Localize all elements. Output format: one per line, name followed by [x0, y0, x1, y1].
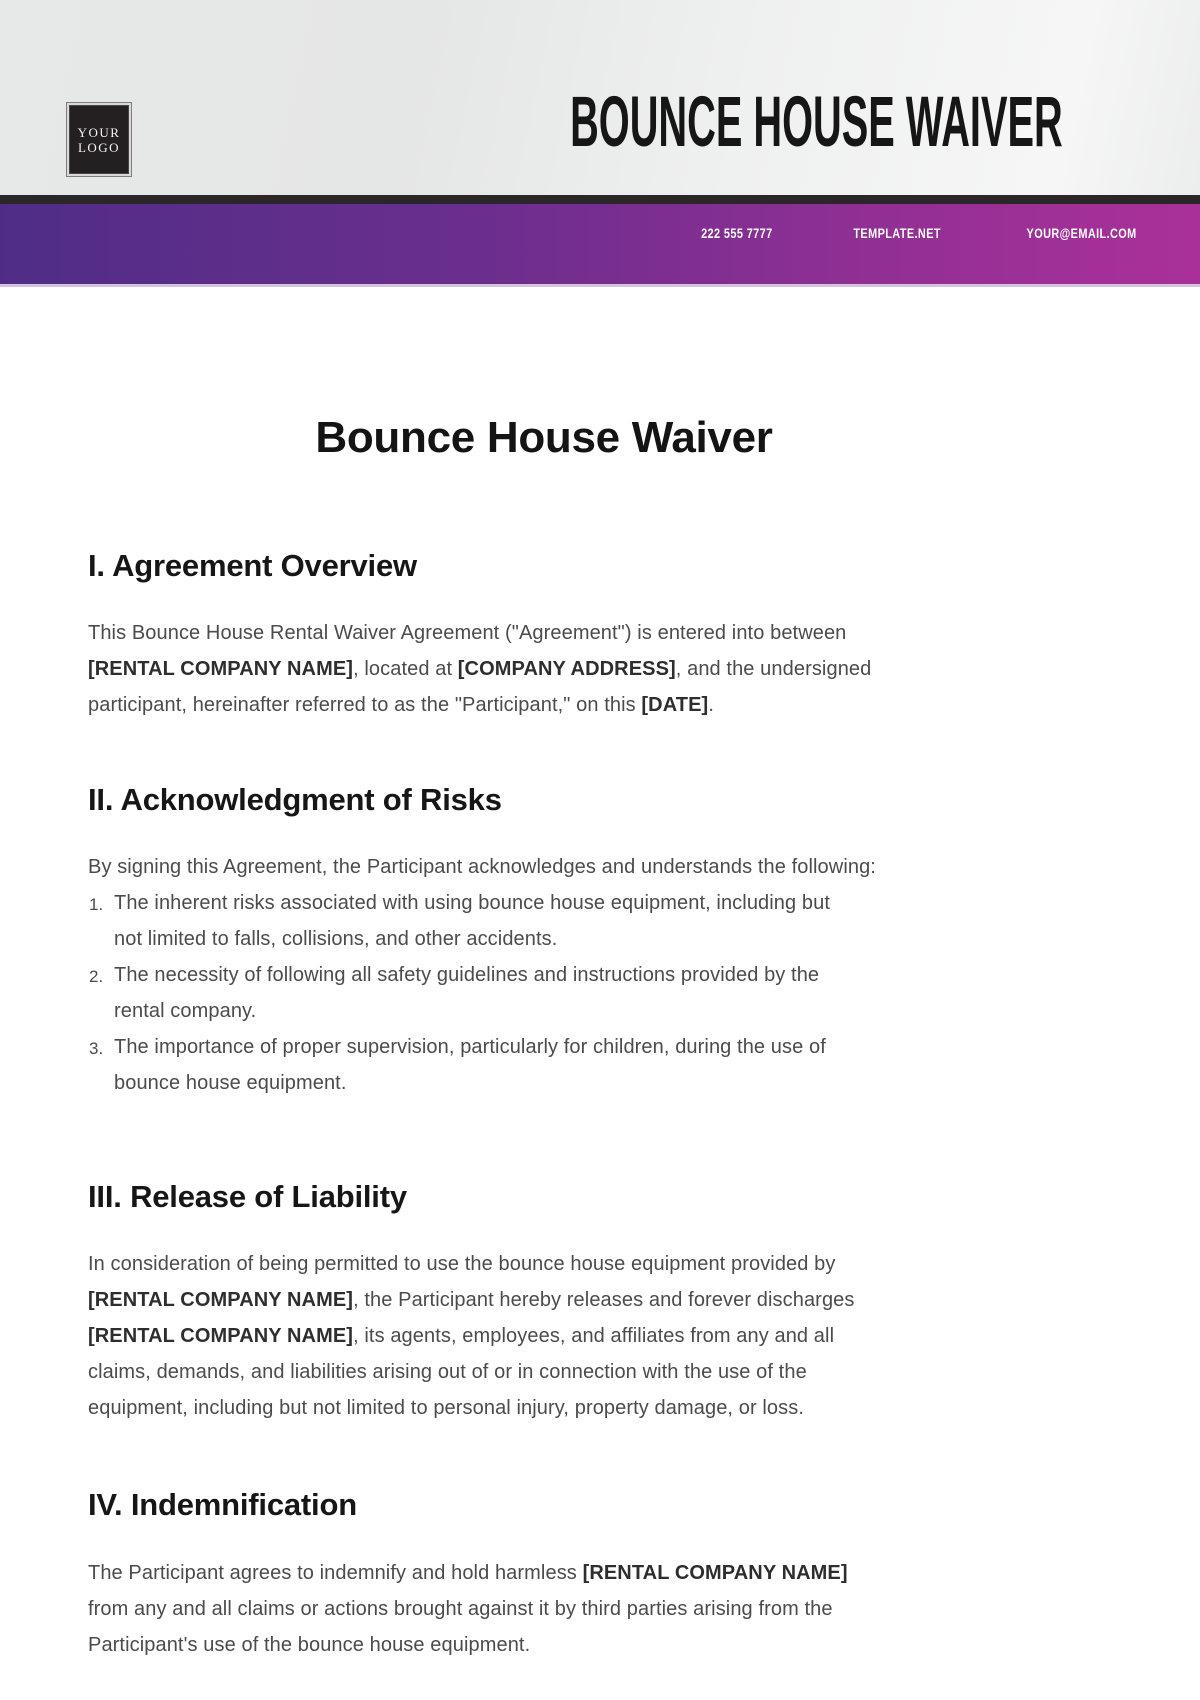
section-heading: II. Acknowledgment of Risks: [88, 781, 502, 817]
list-number: 3.: [89, 1039, 104, 1059]
section-heading: I. Agreement Overview: [88, 547, 417, 583]
contact-phone: 222 555 7777: [700, 225, 773, 241]
section-agreement-overview: [88, 547, 1000, 723]
section-acknowledgment-of-risks: [88, 781, 1000, 1101]
section-indemnification: [88, 1486, 1000, 1662]
contact-bar: [0, 204, 1200, 287]
paragraph: By signing this Agreement, the Participant acknowledges and understands the following:: [88, 856, 876, 879]
letterhead: [0, 0, 1200, 195]
section-heading: III. Release of Liability: [88, 1179, 407, 1215]
paragraph: The Participant agrees to indemnify and hold harmless [RENTAL COMPANY NAME] from any and all claims or actions brought against it by third parties arising from the Participant's use of the bounce house equipment.: [88, 1561, 848, 1656]
document-body: [0, 412, 1088, 1663]
list-item-text: The necessity of following all safety guidelines and instructions provided by the rental company.: [114, 964, 820, 1023]
logo-text-line2: LOGO: [77, 139, 121, 155]
list-item: [88, 885, 1000, 957]
sections-container: [88, 547, 1000, 1663]
section-heading: IV. Indemnification: [88, 1487, 357, 1523]
document-title: Bounce House Waiver: [315, 413, 773, 462]
contact-website: TEMPLATE.NET: [852, 225, 941, 241]
section-release-of-liability: [88, 1178, 1000, 1426]
dark-divider: [0, 195, 1200, 204]
list-number: 1.: [89, 895, 104, 915]
list-item-text: The importance of proper supervision, particularly for children, during the use of bounce house equipment.: [114, 1036, 826, 1095]
logo-text-line1: YOUR: [77, 124, 121, 140]
header-title: BOUNCE HOUSE WAIVER: [570, 83, 1063, 162]
list-item: [88, 1029, 1000, 1101]
numbered-list: [88, 885, 1000, 1101]
list-number: 2.: [89, 967, 104, 987]
company-logo: [67, 103, 131, 176]
list-item-text: The inherent risks associated with using bounce house equipment, including but not limited to falls, collisions, and other accidents.: [114, 892, 831, 951]
list-item: [88, 957, 1000, 1029]
paragraph: In consideration of being permitted to use the bounce house equipment provided by [RENTAL COMPANY NAME], the Participant hereby releases and forever discharges [RENTAL COMPANY NAME], its agents, employees, and affiliates from any and all claims, demands, and liabilities arising out of or in connection with the use of the equipment, including but not limited to personal injury, property damage, or loss.: [88, 1253, 855, 1420]
contact-email: YOUR@EMAIL.COM: [1026, 225, 1137, 241]
paragraph: This Bounce House Rental Waiver Agreement ("Agreement") is entered into between [RENTAL COMPANY NAME], located at [COMPANY ADDRESS], and the undersigned participant, hereinafter referred to as the "Participant," on this [DATE].: [88, 621, 872, 716]
